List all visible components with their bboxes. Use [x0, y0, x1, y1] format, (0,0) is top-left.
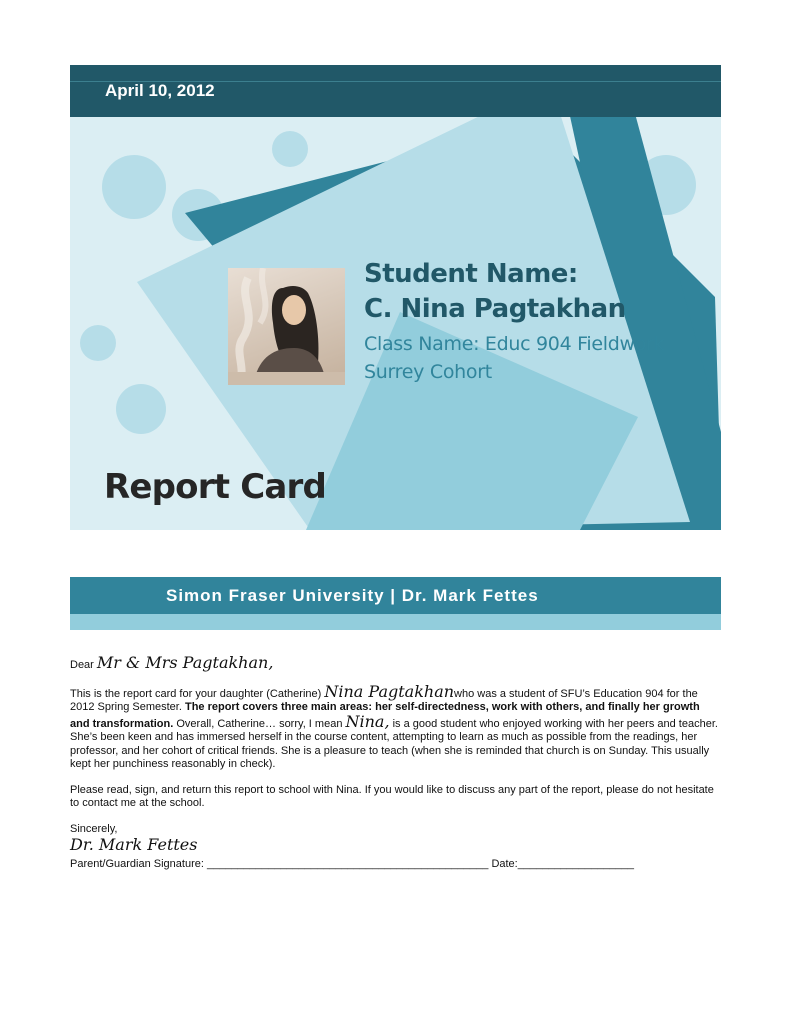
class-name-line: Class Name: Educ 904 Fieldwork [364, 333, 665, 355]
decor-circle [272, 131, 308, 167]
report-date: April 10, 2012 [105, 81, 215, 100]
decor-circle [80, 325, 116, 361]
student-photo [228, 268, 345, 385]
university-band [70, 577, 721, 614]
decor-circle [116, 384, 166, 434]
student-first-name-script: Nina, [345, 711, 390, 731]
student-name: C. Nina Pagtakhan [364, 294, 626, 324]
decor-circle [102, 155, 166, 219]
student-name-script: Nina Pagtakhan [324, 681, 455, 701]
letter-body [70, 653, 722, 883]
report-areas: The report covers three main areas: her self-directedness, work with others, and finally her growth and transformation. [70, 701, 700, 730]
closing: Sincerely, Dr. Mark Fettes [70, 823, 722, 852]
hero-panel [70, 117, 721, 530]
university-instructor: Simon Fraser University | Dr. Mark Fettes [166, 586, 539, 605]
header-band [70, 65, 721, 117]
report-title: Report Card [104, 467, 326, 507]
salutation-name: Mr & Mrs Pagtakhan, [96, 653, 274, 672]
student-illustration [228, 268, 345, 385]
student-name-heading: Student Name: [364, 259, 578, 289]
paragraph-1: This is the report card for your daughter (Catherine) Nina Pagtakhanwho was a student of SFU’s Education 904 for the 2012 Spring Semester. The report covers three main areas: her self-directedness, work with others, and finally her growth and transformation. Overall, Catherine… sorry, I mean Nina, is a good student who enjoyed working with her peers and teacher. She’s been keen and has immersed herself in the course content, attempting to learn as much as possible from the readings, her professor, and her cohort of critical friends. She is a pleasure to teach (when she is reminded that church is on Sunday. This usually kept her punchiness reasonably in check). [70, 681, 718, 770]
paragraph-2: Please read, sign, and return this report to school with Nina. If you would like to discuss any part of the report, please do not hesitate to contact me at the school. [70, 783, 714, 809]
university-band-accent [70, 614, 721, 630]
signature: Dr. Mark Fettes [70, 835, 198, 854]
class-name [364, 330, 704, 386]
signature-line: Parent/Guardian Signature: ______________________________________________ Date:___________________ [70, 857, 634, 870]
salutation: Dear Mr & Mrs Pagtakhan, [70, 653, 274, 672]
class-cohort-line: Surrey Cohort [364, 361, 492, 383]
